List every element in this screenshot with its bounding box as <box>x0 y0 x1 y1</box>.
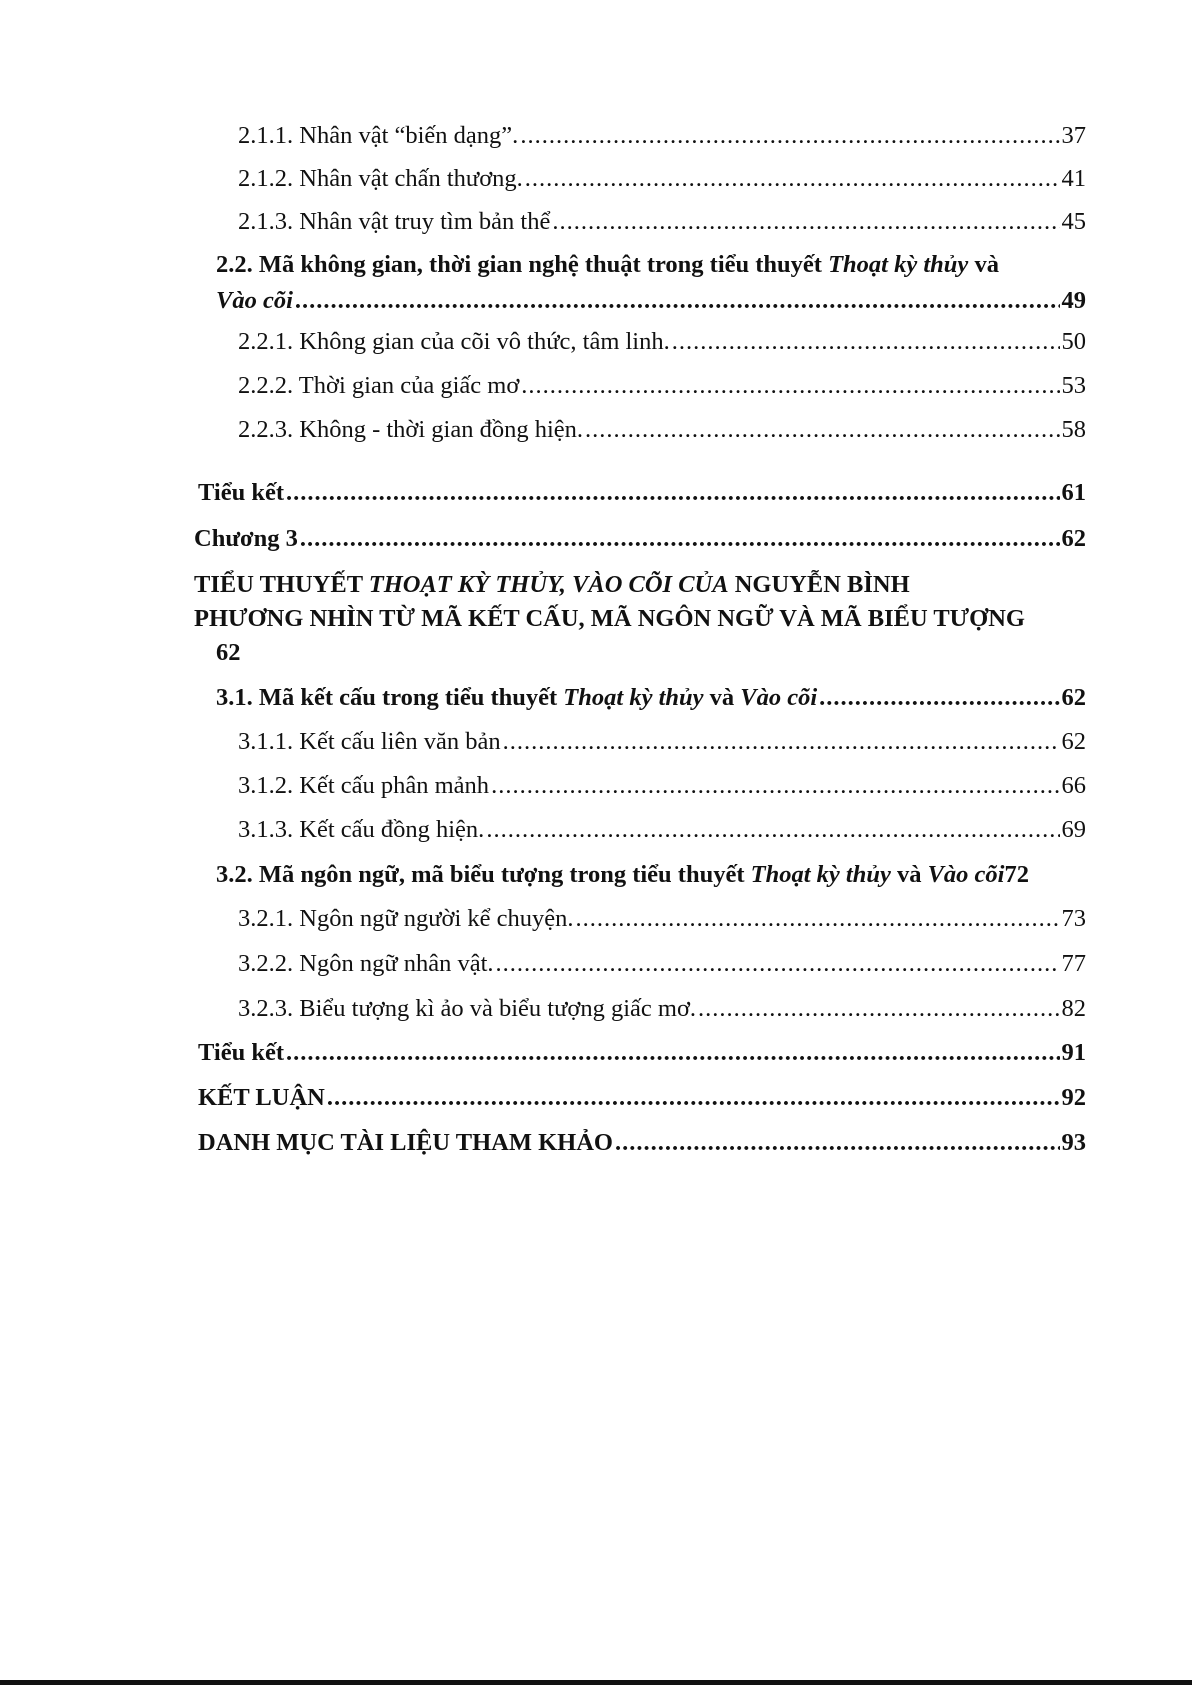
toc-page-number: 62 <box>1061 728 1086 755</box>
toc-page-number: 62 <box>1061 684 1086 711</box>
dot-leader <box>576 904 1060 934</box>
toc-entry-title: Chương 3 <box>194 525 298 552</box>
toc-page-number: 37 <box>1061 122 1086 149</box>
toc-page-number: 73 <box>1061 905 1086 932</box>
toc-entry-title: 3.1.1. Kết cấu liên văn bản <box>238 728 501 755</box>
dot-leader <box>819 683 1059 713</box>
toc-page-number: 62 <box>216 639 241 666</box>
toc-entry-title-line1[interactable] <box>216 250 999 280</box>
dot-leader <box>300 524 1060 554</box>
toc-entry-title: 3.1.2. Kết cấu phân mảnh <box>238 772 490 799</box>
dot-leader <box>698 994 1059 1024</box>
dot-leader <box>672 327 1060 357</box>
page-bottom-edge <box>0 1680 1192 1685</box>
dot-leader <box>503 727 1060 757</box>
toc-entry-title: 2.1.2. Nhân vật chấn thương. <box>238 165 523 192</box>
toc-italic-title: Vào cõi <box>216 287 293 314</box>
toc-page-number: 93 <box>1061 1129 1086 1156</box>
toc-page-number: 62 <box>1061 525 1086 552</box>
toc-page-number: 49 <box>1061 287 1086 314</box>
toc-entry[interactable] <box>238 815 1086 845</box>
dot-leader <box>525 164 1060 194</box>
toc-entry[interactable] <box>216 286 1086 316</box>
toc-entry-title <box>216 683 817 713</box>
toc-page-number: 69 <box>1061 816 1086 843</box>
toc-entry[interactable] <box>238 121 1086 151</box>
dot-leader <box>521 371 1059 401</box>
toc-entry[interactable] <box>198 478 1086 508</box>
toc-italic-title: Vào cõi <box>927 861 1005 888</box>
toc-entry[interactable] <box>198 1038 1086 1068</box>
toc-page-number: 82 <box>1061 995 1086 1022</box>
toc-entry-title: DANH MỤC TÀI LIỆU THAM KHẢO <box>198 1129 613 1156</box>
toc-text: và <box>703 684 741 711</box>
toc-entry-title: Tiểu kết <box>198 1039 284 1066</box>
toc-entry-title: 3.1.3. Kết cấu đồng hiện. <box>238 816 485 843</box>
toc-entry-title: 2.2.3. Không - thời gian đồng hiện. <box>238 416 584 443</box>
toc-page-number: 72 <box>1004 861 1029 888</box>
toc-entry-title: 3.2.2. Ngôn ngữ nhân vật. <box>238 950 494 977</box>
toc-page-number: 41 <box>1061 165 1086 192</box>
toc-page-number: 50 <box>1061 328 1086 355</box>
toc-entry[interactable] <box>238 371 1086 401</box>
toc-text: và <box>968 251 999 278</box>
toc-entry[interactable] <box>198 1128 1086 1158</box>
toc-italic-title: THOẠT KỲ THỦY, VÀO CÕI CỦA <box>368 571 729 598</box>
dot-leader <box>295 286 1060 316</box>
toc-entry[interactable] <box>238 771 1086 801</box>
dot-leader <box>552 207 1059 237</box>
toc-entry-title <box>216 860 1029 890</box>
dot-leader <box>491 771 1059 801</box>
toc-entry-title: 2.2.2. Thời gian của giấc mơ <box>238 372 520 399</box>
toc-entry-title: 2.1.1. Nhân vật “biến dạng”. <box>238 122 519 149</box>
dot-leader <box>615 1128 1060 1158</box>
toc-text: 2.2. Mã không gian, thời gian nghệ thuật trong tiểu thuyết <box>216 251 829 278</box>
toc-entry[interactable] <box>216 860 1086 890</box>
toc-entry[interactable] <box>238 727 1086 757</box>
dot-leader <box>486 815 1059 845</box>
toc-entry[interactable] <box>238 949 1086 979</box>
dot-leader <box>496 949 1060 979</box>
dot-leader <box>286 1038 1060 1068</box>
toc-entry-title: 2.2.1. Không gian của cõi vô thức, tâm linh. <box>238 328 670 355</box>
toc-page-number: 66 <box>1061 772 1086 799</box>
toc-entry-title: Tiểu kết <box>198 479 284 506</box>
toc-entry[interactable] <box>238 164 1086 194</box>
toc-text: NGUYỄN BÌNH <box>728 571 910 598</box>
toc-entry[interactable] <box>194 524 1086 554</box>
dot-leader <box>286 478 1060 508</box>
toc-page-number: 53 <box>1061 372 1086 399</box>
toc-text: 3.2. Mã ngôn ngữ, mã biểu tượng trong tiểu thuyết <box>216 861 751 888</box>
toc-entry[interactable] <box>238 994 1086 1024</box>
dot-leader <box>520 121 1059 151</box>
toc-text: 3.1. Mã kết cấu trong tiểu thuyết <box>216 684 564 711</box>
toc-entry-title: 3.2.3. Biểu tượng kì ảo và biểu tượng giấc mơ. <box>238 995 697 1022</box>
toc-entry[interactable] <box>238 904 1086 934</box>
toc-page-number: 45 <box>1061 208 1086 235</box>
toc-text: TIỂU THUYẾT <box>194 571 369 598</box>
toc-entry[interactable] <box>238 415 1086 445</box>
toc-entry[interactable] <box>198 1083 1086 1113</box>
toc-italic-title: Vào cõi <box>740 684 818 711</box>
toc-text: và <box>890 861 928 888</box>
toc-entry-title: 3.2.1. Ngôn ngữ người kể chuyện. <box>238 905 574 932</box>
dot-leader <box>327 1083 1060 1113</box>
toc-page-number: 61 <box>1061 479 1086 506</box>
toc-entry[interactable] <box>238 207 1086 237</box>
toc-chapter-title-line1[interactable] <box>194 570 910 600</box>
toc-italic-title: Thoạt kỳ thủy <box>750 861 891 888</box>
dot-leader <box>585 415 1059 445</box>
toc-italic-title: Thoạt kỳ thủy <box>828 251 969 278</box>
toc-page-number: 92 <box>1061 1084 1086 1111</box>
toc-page-number: 77 <box>1061 950 1086 977</box>
toc-entry-title: KẾT LUẬN <box>198 1084 325 1111</box>
toc-chapter-title-line2[interactable]: PHƯƠNG NHÌN TỪ MÃ KẾT CẤU, MÃ NGÔN NGỮ VÀ MÃ BIỂU TƯỢNG <box>194 605 1025 632</box>
toc-entry-title <box>216 286 293 316</box>
toc-entry-title: 2.1.3. Nhân vật truy tìm bản thể <box>238 208 551 235</box>
toc-entry[interactable] <box>216 683 1086 713</box>
toc-page-number: 58 <box>1061 416 1086 443</box>
toc-page-number: 91 <box>1061 1039 1086 1066</box>
toc-entry[interactable] <box>238 327 1086 357</box>
toc-italic-title: Thoạt kỳ thủy <box>563 684 704 711</box>
